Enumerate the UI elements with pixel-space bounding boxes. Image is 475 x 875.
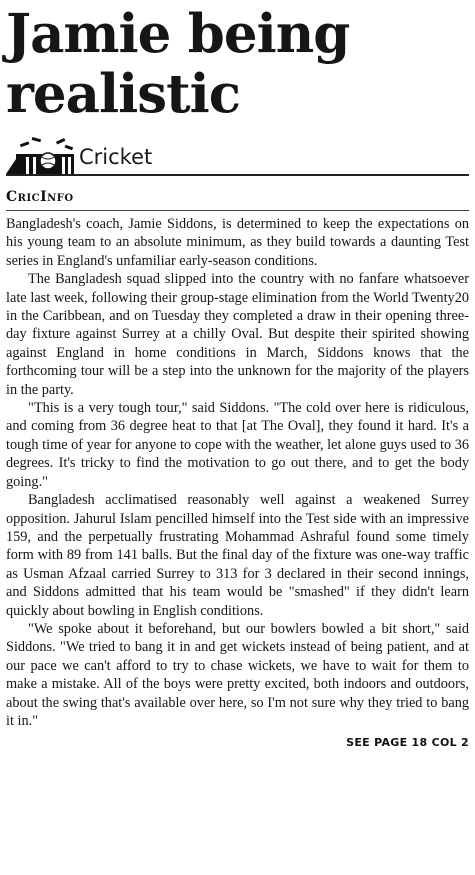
article-body xyxy=(6,215,469,730)
byline: CricInfo xyxy=(6,189,74,205)
paragraph: Bangladesh's coach, Jamie Siddons, is determined to keep the expectations on his young team to an absolute minimum, as they build towards a daunting Test series in England's unfamiliar early-season conditions. xyxy=(6,216,469,269)
headline: Jamie being realistic xyxy=(6,3,350,125)
byline-divider xyxy=(6,210,469,211)
section-name: Cricket xyxy=(79,145,153,169)
paragraph: "This is a very tough tour," said Siddons. "The cold over here is ridiculous, and coming from 36 degree heat to that [at The Oval], they found it hard. It's a tough time of year for anyone to cope with the weather, let alone guys used to 36 degrees. It's tricky to find the motivation to go out there, and to get the body going." xyxy=(6,400,469,490)
continuation-line[interactable]: SEE PAGE 18 COL 2 xyxy=(346,736,469,750)
paragraph: Bangladesh acclimatised reasonably well against a weakened Surrey opposition. Jahurul Islam pencilled himself into the Test side with an impressive 159, and the perpetually frustrating Mohammad Ashraful found some timely form with 89 from 141 balls. But the final day of the fixture was one-way traffic as Usman Afzaal carried Surrey to 313 for 3 declared in their second innings, and Siddons admitted that his team would be "smashed" if they didn't learn quickly about bowling in English conditions. xyxy=(6,492,469,619)
section-header xyxy=(6,134,469,176)
cricket-logo-icon xyxy=(6,134,76,174)
paragraph: The Bangladesh squad slipped into the country with no fanfare whatsoever late last week, following their group-stage elimination from the World Twenty20 in the Caribbean, and on Tuesday they completed a draw in their opening three-day fixture against Surrey at a chilly Oval. But despite their spirited showing against England in home conditions in March, Siddons knows that the forthcoming tour will be a step into the unknown for the majority of the players in the party. xyxy=(6,271,469,398)
paragraph: "We spoke about it beforehand, but our bowlers bowled a bit short," said Siddons. "We tried to bang it in and get wickets instead of being patient, and at our pace we can't afford to try to chase wickets, we have to wait for them to make a mistake. All of the boys were pretty excited, both indoors and outdoors, about the swing that's available over here, so I'm not sure why they tried to bang it in." xyxy=(6,620,469,729)
